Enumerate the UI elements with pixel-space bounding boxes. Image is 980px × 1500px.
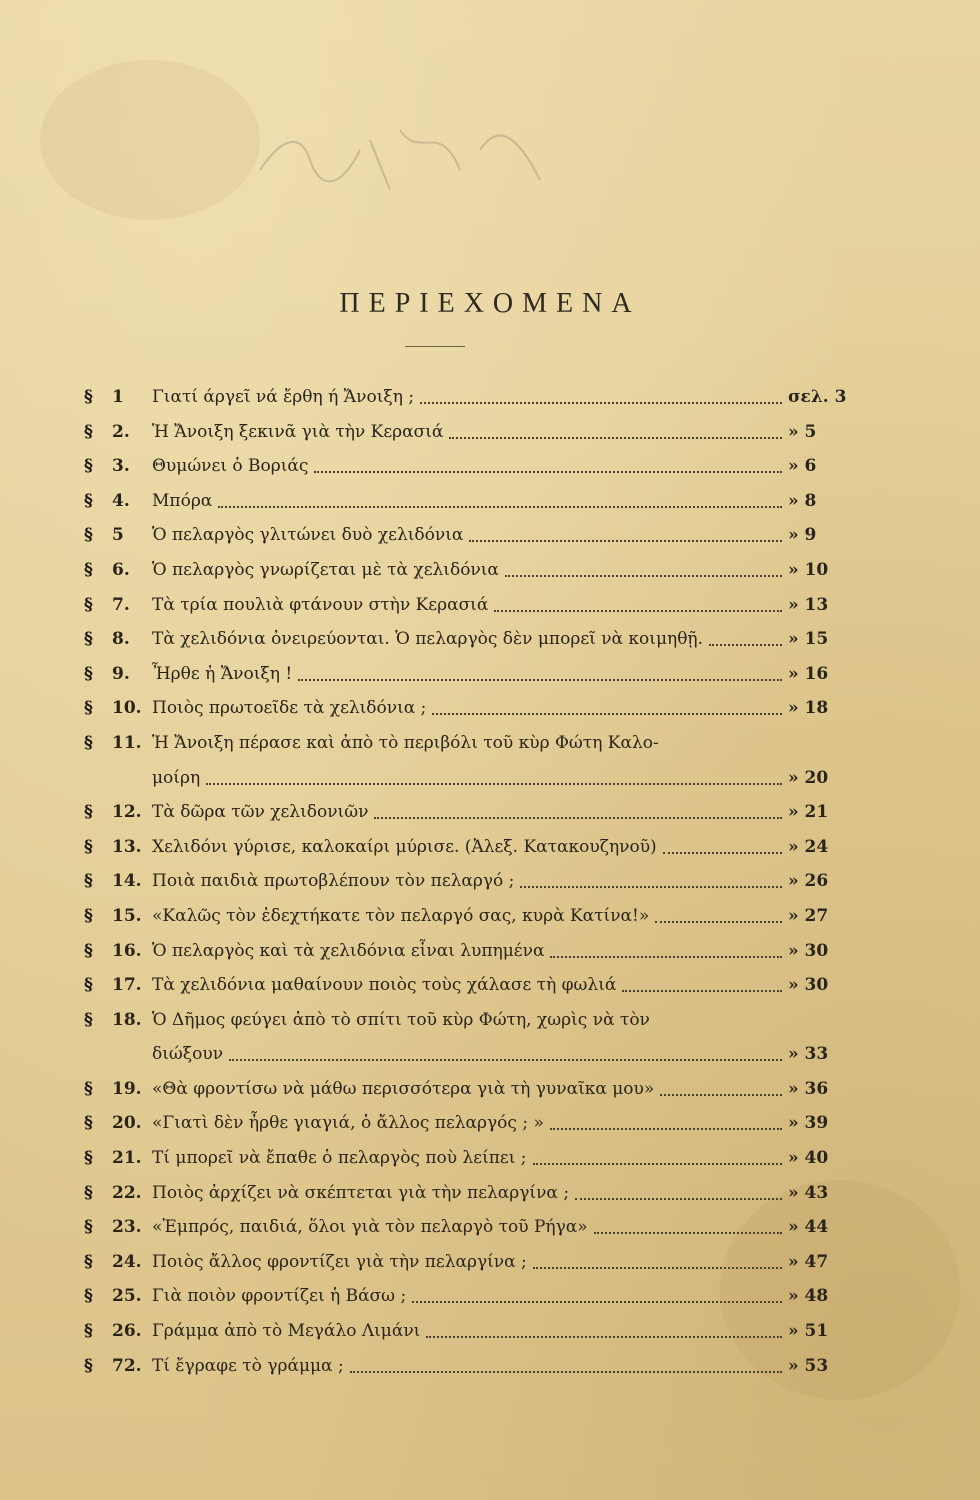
section-mark: § [84,1182,93,1203]
dot-leader [655,919,782,923]
page-number: » 18 [788,698,829,719]
entry-number: 2. [112,421,130,442]
toc-entry [84,1210,864,1245]
toc-entry [84,1106,864,1141]
page-number: » 30 [788,975,829,996]
entry-number: 15. [112,905,142,926]
toc-entry [84,1141,864,1176]
section-mark: § [84,1113,93,1134]
entry-title: Τί μπορεῖ νὰ ἔπαθε ὁ πελαργὸς ποὺ λείπει ; [152,1148,527,1169]
entry-title: «Καλῶς τὸν ἐδεχτήκατε τὸν πελαργό σας, κυρὰ Κατίνα!» [152,905,650,926]
entry-number: 13. [112,836,142,857]
section-mark: § [84,663,93,684]
page-number: » 36 [788,1078,829,1099]
entry-title: Ὁ πελαργὸς γνωρίζεται μὲ τὰ χελιδόνια [152,559,499,580]
toc-entry [84,1349,864,1384]
toc-entry [84,1279,864,1314]
page-number: » 26 [788,871,829,892]
toc-entry [84,1072,864,1107]
dot-leader [533,1265,782,1269]
dot-leader [426,1334,782,1338]
entry-number: 1 [112,387,124,407]
page-number: » 10 [788,559,829,580]
page-number: » 5 [788,421,817,442]
dot-leader [432,711,782,715]
page-number: » 47 [788,1251,829,1272]
toc-entry [84,830,864,865]
entry-title: Ἡ Ἄνοιξη ξεκινᾶ γιὰ τὴν Κερασιά [152,421,444,442]
page-number: » 21 [788,802,829,823]
section-mark: § [84,802,93,823]
toc-entry [84,1003,864,1072]
entry-title: Ἡ Ἄνοιξη πέρασε καὶ ἀπὸ τὸ περιβόλι τοῦ κὺρ Φώτη Καλο- [152,732,659,753]
dot-leader [550,954,782,958]
toc-entry [84,380,864,415]
section-mark: § [84,594,93,615]
toc-entry [84,795,864,830]
entry-number: 12. [112,802,142,823]
toc-entry [84,899,864,934]
entry-number: 18. [112,1009,142,1030]
dot-leader [374,815,782,819]
entry-title: «Ἐμπρός, παιδιά, ὅλοι γιὰ τὸν πελαργὸ τοῦ Ρήγα» [152,1217,588,1238]
page-number: » 24 [788,836,829,857]
entry-title: Ποιὰ παιδιὰ πρωτοβλέπουν τὸν πελαργό ; [152,871,515,892]
entry-number: 3. [112,456,130,477]
entry-title: Ἦρθε ἡ Ἄνοιξη ! [152,663,293,684]
section-mark: § [84,836,93,857]
table-of-contents [84,380,864,1383]
entry-number: 10. [112,698,142,719]
entry-number: 26. [112,1321,142,1342]
entry-number: 4. [112,490,130,511]
dot-leader [660,1092,782,1096]
page-number: » 48 [788,1286,829,1307]
dot-leader [298,677,782,681]
dot-leader [520,884,782,888]
dot-leader [218,504,782,508]
toc-entry [84,484,864,519]
entry-title-continued: μοίρη [152,767,201,788]
page-number: » 51 [788,1321,829,1342]
entry-number: 72. [112,1355,142,1376]
section-mark: § [84,525,93,546]
toc-entry [84,934,864,969]
dot-leader [505,573,782,577]
page-number: » 27 [788,905,829,926]
page-number: » 16 [788,663,829,684]
entry-title: Ὁ πελαργὸς γλιτώνει δυὸ χελιδόνια [152,525,464,546]
entry-number: 6. [112,559,130,580]
section-mark: § [84,975,93,996]
section-mark: § [84,1286,93,1307]
section-mark: § [84,1009,93,1030]
entry-number: 22. [112,1182,142,1203]
title-underline [405,346,465,347]
entry-number: 17. [112,975,142,996]
entry-title: Τί ἔγραφε τὸ γράμμα ; [152,1355,344,1376]
toc-entry [84,1314,864,1349]
dot-leader [709,642,782,646]
page-number: » 33 [788,1044,829,1065]
page-title: ΠΕΡΙΕΧΟΜΕΝΑ [339,288,641,319]
page-number: » 43 [788,1182,829,1203]
entry-title-continued: διώξουν [152,1044,224,1065]
entry-title: Γράμμα ἀπὸ τὸ Μεγάλο Λιμάνι [152,1321,421,1342]
entry-number: 25. [112,1286,142,1307]
entry-title: Γιατί άργεῖ νά ἔρθη ή Ἄνοιξη ; [152,387,415,407]
toc-entry [84,553,864,588]
section-mark: § [84,559,93,580]
dot-leader [449,435,782,439]
section-mark: § [84,456,93,477]
dot-leader [494,608,782,612]
entry-title: Ποιὸς ἀρχίζει νὰ σκέπτεται γιὰ τὴν πελαργίνα ; [152,1182,570,1203]
page-number: » 40 [788,1148,829,1169]
section-mark: § [84,1217,93,1238]
section-mark: § [84,940,93,961]
dot-leader [550,1126,782,1130]
entry-number: 11. [112,732,142,753]
pencil-scribble [250,100,550,220]
page-number: » 39 [788,1113,829,1134]
page-number: » 15 [788,629,829,650]
page-number: » 9 [788,525,817,546]
entry-number: 24. [112,1251,142,1272]
entry-number: 14. [112,871,142,892]
section-mark: § [84,629,93,650]
entry-title: Ποιὸς ἄλλος φροντίζει γιὰ τὴν πελαργίνα ; [152,1251,527,1272]
entry-number: 5 [112,525,124,546]
dot-leader [533,1161,782,1165]
page-number: » 20 [788,767,829,788]
entry-title: «Γιατὶ δὲν ἦρθε γιαγιά, ὁ ἄλλος πελαργός ; » [152,1113,544,1134]
page-number: » 6 [788,456,817,477]
page-number: » 13 [788,594,829,615]
toc-entry [84,518,864,553]
section-mark: § [84,387,93,407]
section-mark: § [84,1078,93,1099]
page-number: » 53 [788,1355,829,1376]
dot-leader [469,538,782,542]
entry-title: Τὰ χελιδόνια ὀνειρεύονται. Ὁ πελαργὸς δὲν μπορεῖ νὰ κοιμηθῇ. [152,629,704,650]
dot-leader [594,1230,782,1234]
dot-leader [622,988,782,992]
dot-leader [575,1196,782,1200]
page-number: » 8 [788,490,817,511]
page-number: » 30 [788,940,829,961]
entry-number: 21. [112,1148,142,1169]
entry-title: Ὁ πελαργὸς καὶ τὰ χελιδόνια εἶναι λυπημένα [152,940,545,961]
entry-number: 23. [112,1217,142,1238]
entry-title: Τὰ χελιδόνια μαθαίνουν ποιὸς τοὺς χάλασε τὴ φωλιά [152,975,617,996]
entry-title: Ποιὸς πρωτοεῖδε τὰ χελιδόνια ; [152,698,427,719]
entry-number: 16. [112,940,142,961]
section-mark: § [84,698,93,719]
toc-entry [84,968,864,1003]
entry-title: «Θὰ φροντίσω νὰ μάθω περισσότερα γιὰ τὴ γυναῖκα μου» [152,1078,655,1099]
toc-entry [84,1245,864,1280]
section-mark: § [84,732,93,753]
entry-number: 19. [112,1078,142,1099]
toc-entry [84,864,864,899]
section-mark: § [84,1355,93,1376]
dot-leader [314,469,782,473]
dot-leader [229,1057,782,1061]
page-number: σελ. 3 [788,387,847,407]
toc-entry [84,588,864,623]
section-mark: § [84,490,93,511]
toc-entry [84,1176,864,1211]
dot-leader [350,1369,782,1373]
toc-entry [84,726,864,795]
section-mark: § [84,421,93,442]
toc-entry [84,691,864,726]
section-mark: § [84,1251,93,1272]
section-mark: § [84,1321,93,1342]
dot-leader [663,850,782,854]
paper-stain [40,60,260,220]
toc-entry [84,415,864,450]
entry-number: 20. [112,1113,142,1134]
entry-title: Ὁ Δῆμος φεύγει ἀπὸ τὸ σπίτι τοῦ κὺρ Φώτη, χωρὶς νὰ τὸν [152,1009,650,1030]
dot-leader [412,1299,782,1303]
toc-entry [84,657,864,692]
page-number: » 44 [788,1217,829,1238]
section-mark: § [84,1148,93,1169]
section-mark: § [84,905,93,926]
entry-title: Μπόρα [152,490,213,511]
toc-entry [84,449,864,484]
entry-title: Γιὰ ποιὸν φροντίζει ἡ Βάσω ; [152,1286,407,1307]
entry-number: 9. [112,663,130,684]
section-mark: § [84,871,93,892]
entry-number: 8. [112,629,130,650]
entry-title: Τὰ τρία πουλιὰ φτάνουν στὴν Κερασιά [152,594,489,615]
entry-title: Τὰ δῶρα τῶν χελιδονιῶν [152,802,369,823]
dot-leader [420,400,782,404]
entry-title: Χελιδόνι γύρισε, καλοκαίρι μύρισε. (Ἀλεξ. Κατακουζηνοῦ) [152,836,657,857]
entry-title: Θυμώνει ὁ Βοριάς [152,456,309,477]
dot-leader [206,781,782,785]
toc-entry [84,622,864,657]
entry-number: 7. [112,594,130,615]
